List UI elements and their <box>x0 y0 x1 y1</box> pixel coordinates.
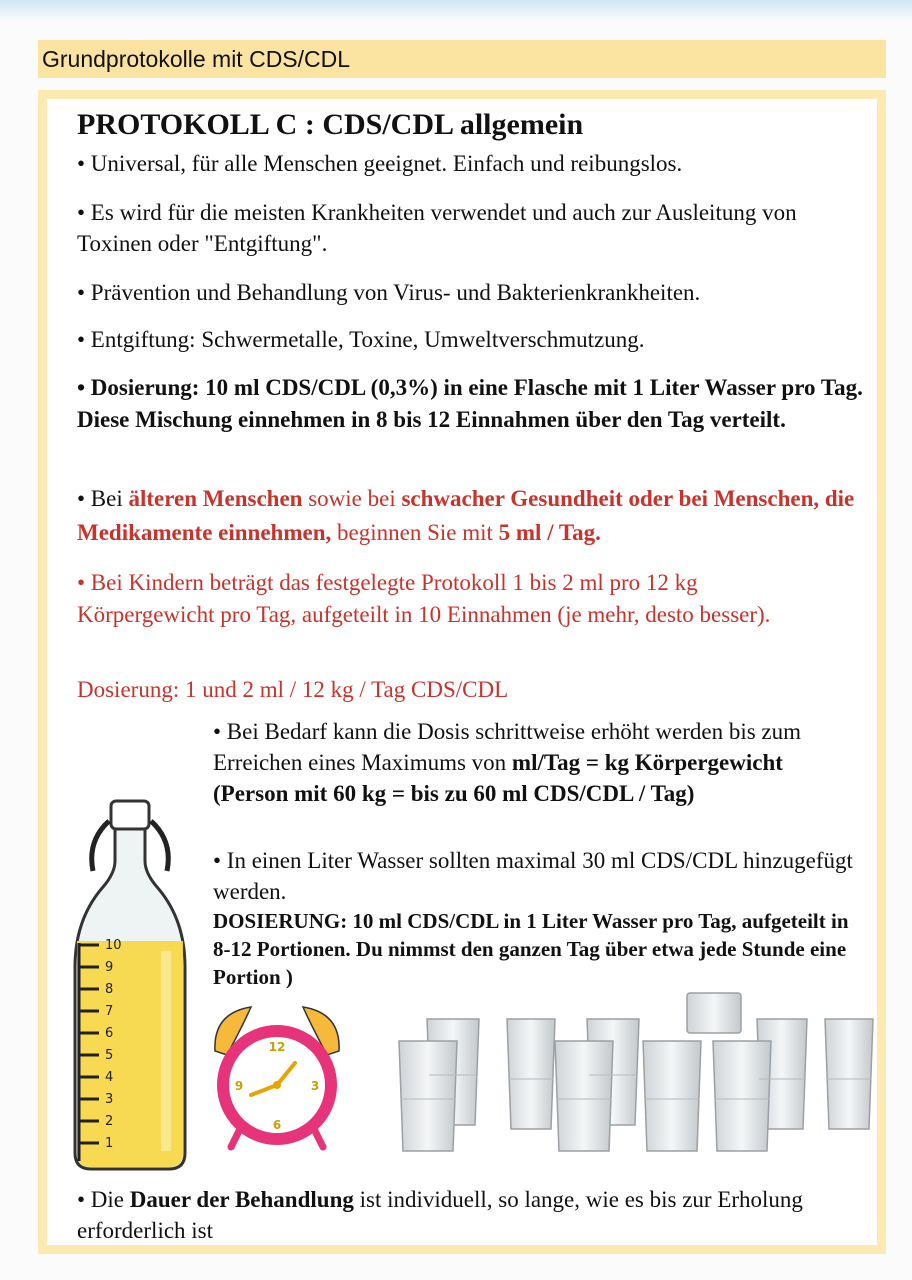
protocol-frame <box>38 90 886 1254</box>
duration-text-c: ist individuell, so lange, wie es bis zur Erholung erforderlich ist <box>77 1187 803 1243</box>
glasses-group <box>357 989 877 1161</box>
water-glass-icon <box>713 1041 771 1151</box>
scale-label: 3 <box>105 1092 114 1107</box>
increase-text-b: ml/Tag = kg Körpergewicht (Person mit 60 kg = bis zu 60 ml CDS/CDL / Tag) <box>213 750 783 806</box>
water-glass-icon <box>507 1019 555 1129</box>
bullet-elderly <box>77 482 877 550</box>
bullet-increase <box>213 716 853 809</box>
protocol-title: PROTOKOLL C : CDS/CDL allgemein <box>77 108 584 141</box>
clock-number: 9 <box>234 1079 244 1093</box>
bullet-children: • Bei Kindern beträgt das festgelegte Protokoll 1 bis 2 ml pro 12 kg Körpergewicht pro Tag, aufgeteilt in 10 Einnahmen (je mehr, desto besser). <box>77 570 771 627</box>
scale-label: 9 <box>105 960 114 975</box>
children-dosage: Dosierung: 1 und 2 ml / 12 kg / Tag CDS/CDL <box>77 677 509 702</box>
bottle-icon <box>65 791 195 1175</box>
bullet-prevention: • Prävention und Behandlung von Virus- und Bakterienkrankheiten. <box>77 280 701 305</box>
elderly-text-f: 5 ml / Tag. <box>498 520 601 545</box>
protocol-content <box>47 99 877 1245</box>
water-glass-icon <box>643 1041 701 1151</box>
scale-label: 4 <box>105 1070 114 1085</box>
increase-text-a: • Bei Bedarf kann die Dosis schrittweise erhöht werden bis zum Erreichen eines Maximums von <box>213 719 802 775</box>
elderly-text-a: • Bei <box>77 486 129 511</box>
bullet-dosage: • Dosierung: 10 ml CDS/CDL (0,3%) in eine Flasche mit 1 Liter Wasser pro Tag. Diese Mischung einnehmen in 8 bis 12 Einnahmen über den Tag verteilt. <box>77 375 863 432</box>
top-banner <box>0 0 912 22</box>
duration-text-a: • Die <box>77 1187 130 1212</box>
dosage-summary: DOSIERUNG: 10 ml CDS/CDL in 1 Liter Wasser pro Tag, aufgeteilt in 8-12 Portionen. Du nimmst den ganzen Tag über etwa jede Stunde eine Portion ) <box>213 909 849 989</box>
duration-text-b: Dauer der Behandlung <box>129 1187 354 1212</box>
bullet-illnesses: • Es wird für die meisten Krankheiten verwendet und auch zur Ausleitung von Toxinen oder "Entgiftung". <box>77 200 797 256</box>
section-title: Grundprotokolle mit CDS/CDL <box>42 45 351 72</box>
water-glass-icon <box>825 1019 873 1129</box>
clock-number: 6 <box>272 1118 282 1132</box>
water-glass-icon <box>399 1041 457 1151</box>
bullet-max-per-liter: • In einen Liter Wasser sollten maximal 30 ml CDS/CDL hinzugefügt werden. <box>213 848 853 904</box>
clock-number: 12 <box>268 1040 286 1054</box>
bullet-duration <box>77 1184 837 1246</box>
section-header <box>38 40 886 78</box>
elderly-text-e: beginnen Sie mit <box>331 520 499 545</box>
scale-label: 2 <box>105 1114 114 1129</box>
scale-label: 7 <box>105 1004 114 1019</box>
scale-label: 10 <box>105 938 122 953</box>
water-glass-icon <box>555 1041 613 1151</box>
alarm-clock-icon <box>207 995 347 1155</box>
elderly-text-c: sowie bei <box>302 486 402 511</box>
bullet-detox: • Entgiftung: Schwermetalle, Toxine, Umweltverschmutzung. <box>77 327 645 352</box>
scale-label: 1 <box>105 1136 114 1151</box>
scale-label: 8 <box>105 982 114 997</box>
bullet-universal: • Universal, für alle Menschen geeignet. Einfach und reibungslos. <box>77 151 683 176</box>
water-glass-icon <box>687 993 741 1033</box>
elderly-text-b: älteren Menschen <box>128 486 303 511</box>
elderly-text-d: schwacher Gesundheit oder bei Menschen, die Medikamente einnehmen, <box>77 486 855 545</box>
clock-number: 3 <box>310 1079 320 1093</box>
scale-label: 6 <box>105 1026 114 1041</box>
scale-label: 5 <box>105 1048 114 1063</box>
